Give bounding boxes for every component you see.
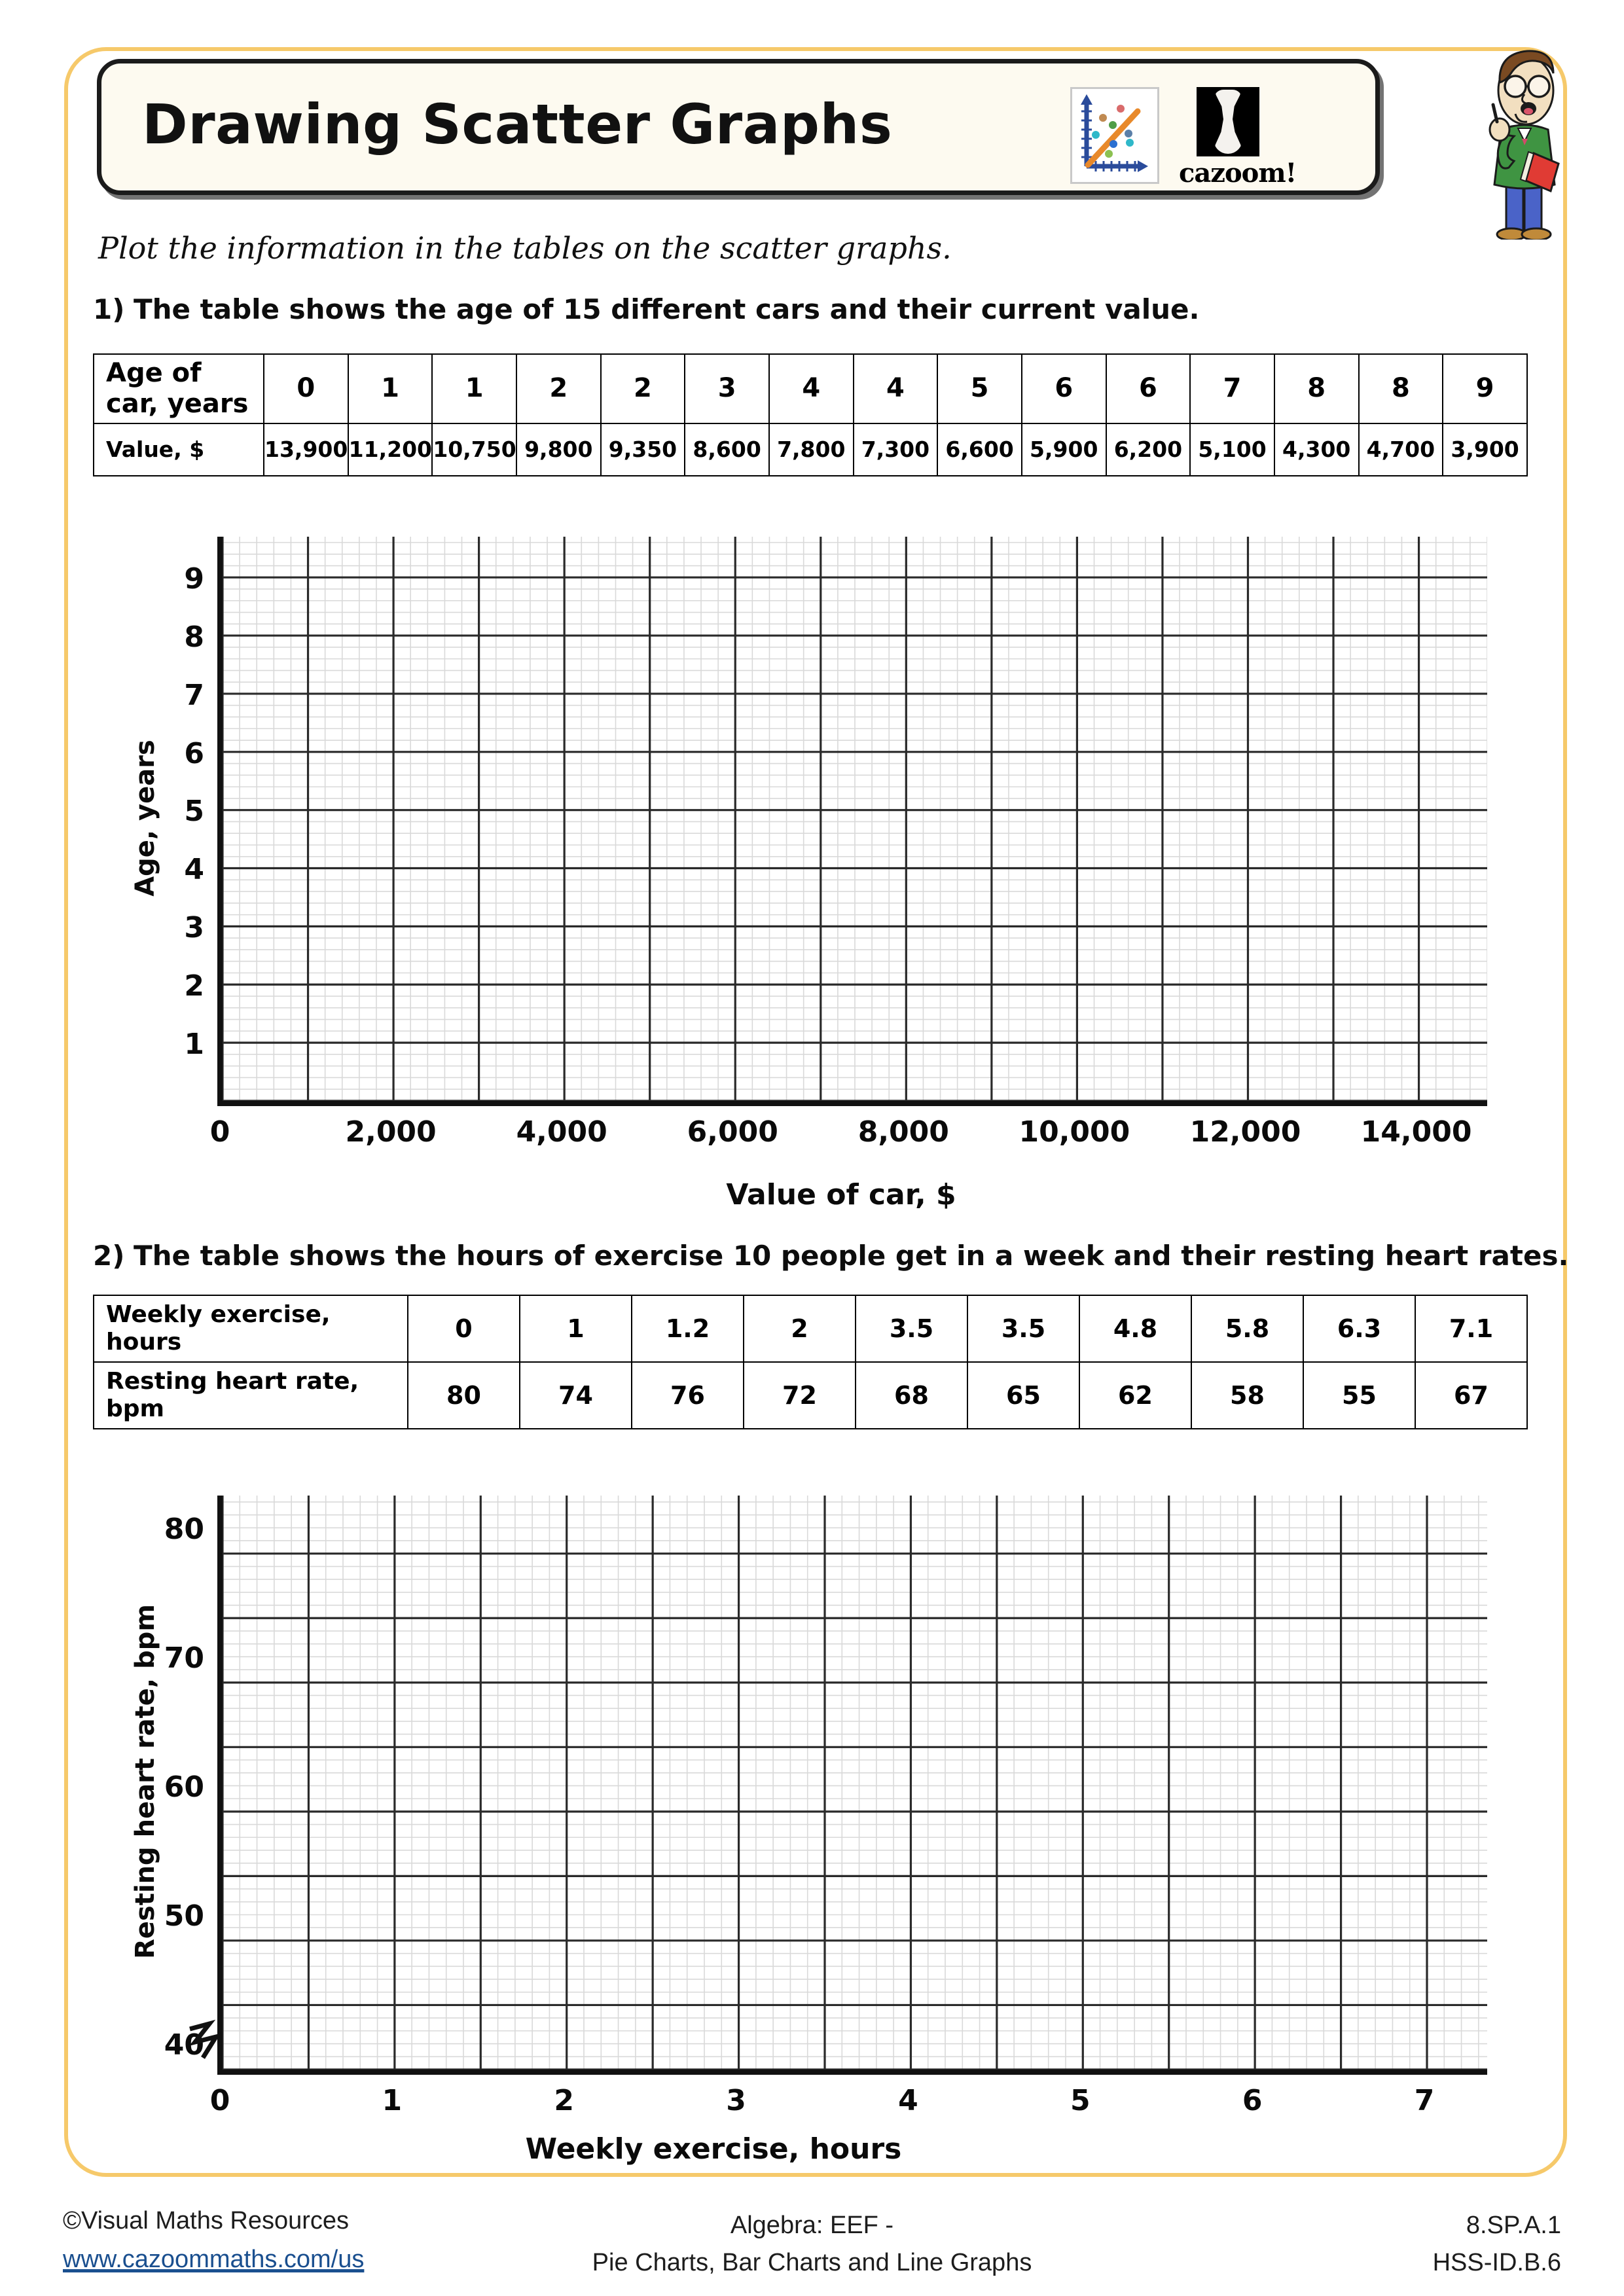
- table-cell: 58: [1191, 1362, 1303, 1429]
- graph2-axis-break-symbol: [186, 2015, 251, 2074]
- table-cell: 0: [264, 354, 348, 423]
- scatter-graph-icon: [1070, 87, 1159, 184]
- cazoom-logo: [1179, 87, 1297, 188]
- graph2-x-tick: 6: [1242, 2084, 1263, 2117]
- graph2-y-tick: 40: [164, 2028, 204, 2062]
- graph2-x-tick: 7: [1414, 2084, 1435, 2117]
- table2-row2-header: Resting heart rate, bpm: [94, 1362, 408, 1429]
- table-cell: 11,200: [348, 423, 433, 476]
- graph1-y-tick: 9: [184, 562, 204, 596]
- table-cell: 5,100: [1190, 423, 1274, 476]
- table-cell: 2: [601, 354, 685, 423]
- table-cell: 0: [408, 1295, 520, 1362]
- footer-topic-line2: Pie Charts, Bar Charts and Line Graphs: [592, 2249, 1032, 2276]
- table-cell: 5.8: [1191, 1295, 1303, 1362]
- copyright-text: ©Visual Maths Resources: [63, 2207, 350, 2234]
- page-footer: [0, 2207, 1624, 2296]
- table-cell: 65: [967, 1362, 1079, 1429]
- teacher-character: [1455, 43, 1593, 240]
- table-cell: 1: [432, 354, 516, 423]
- question-2-number: 2): [93, 1240, 125, 1272]
- table-cell: 5,900: [1022, 423, 1106, 476]
- standard-code-1: 8.SP.A.1: [1466, 2212, 1561, 2239]
- graph1-y-tick: 2: [184, 969, 204, 1003]
- table-cell: 80: [408, 1362, 520, 1429]
- table-cell: 1: [348, 354, 433, 423]
- table-cell: 3.5: [967, 1295, 1079, 1362]
- graph1-y-tick: 3: [184, 911, 204, 945]
- graph2-y-axis-title: Resting heart rate, bpm: [130, 1604, 160, 1960]
- page-title: Drawing Scatter Graphs: [142, 92, 893, 156]
- footer-center: [592, 2207, 1032, 2282]
- graph1-y-tick: 5: [184, 795, 204, 829]
- table-row: [94, 354, 1527, 423]
- table-cell: 13,900: [264, 423, 348, 476]
- footer-left: [63, 2207, 364, 2274]
- table-cell: 8: [1274, 354, 1359, 423]
- graph2-y-tick: 50: [164, 1899, 204, 1933]
- table-cell: 6,200: [1106, 423, 1191, 476]
- table-cell: 4,700: [1359, 423, 1443, 476]
- graph1-gridlines: [223, 537, 1487, 1101]
- graph1-x-tick: 6,000: [687, 1115, 778, 1149]
- graph1-x-tick: 2,000: [345, 1115, 437, 1149]
- footer-right: [1433, 2207, 1561, 2282]
- graph2-gridlines: [223, 1496, 1487, 2070]
- graph1-y-tick: 4: [184, 853, 204, 887]
- table-cell: 6: [1022, 354, 1106, 423]
- graph2-x-tick: 1: [382, 2084, 403, 2117]
- graph2-plot-area: [217, 1496, 1487, 2075]
- table-row: [94, 1295, 1527, 1362]
- graph1-plot-area: [217, 537, 1487, 1106]
- graph1-y-tick: 1: [184, 1027, 204, 1061]
- table-cell: 8,600: [685, 423, 769, 476]
- graph1-x-axis-title: Value of car, $: [726, 1178, 956, 1211]
- graph2-y-tick: 80: [164, 1512, 204, 1546]
- table-cell: 8: [1359, 354, 1443, 423]
- graph2-x-tick: 4: [898, 2084, 918, 2117]
- graph1-y-tick: 7: [184, 678, 204, 712]
- graph1-x-tick: 8,000: [857, 1115, 949, 1149]
- table-cell: 4.8: [1079, 1295, 1191, 1362]
- graph2-x-tick: 5: [1070, 2084, 1091, 2117]
- question-2-line: [93, 1240, 1568, 1272]
- cazoom-vase-icon: [1197, 87, 1259, 156]
- table-cell: 7,800: [769, 423, 854, 476]
- graph1-y-tick: 6: [184, 736, 204, 770]
- table-cell: 74: [520, 1362, 632, 1429]
- question-1-number: 1): [93, 293, 125, 325]
- graph2-x-tick: 0: [209, 2084, 230, 2117]
- graph1-x-tick: 10,000: [1019, 1115, 1130, 1149]
- table-cell: 2: [516, 354, 601, 423]
- table-cell: 3,900: [1443, 423, 1527, 476]
- table1-row1-header: Age of car, years: [94, 354, 264, 423]
- title-banner: [97, 59, 1380, 195]
- table-cell: 6,600: [937, 423, 1022, 476]
- table-cell: 72: [744, 1362, 856, 1429]
- table-cell: 67: [1415, 1362, 1527, 1429]
- table-cell: 1: [520, 1295, 632, 1362]
- graph1-x-tick: 14,000: [1360, 1115, 1472, 1149]
- table-cell: 6: [1106, 354, 1191, 423]
- table-cell: 3.5: [856, 1295, 967, 1362]
- standard-code-2: HSS-ID.B.6: [1432, 2249, 1561, 2276]
- exercise-heartrate-table: [93, 1295, 1528, 1429]
- table-cell: 9,800: [516, 423, 601, 476]
- table-cell: 2: [744, 1295, 856, 1362]
- table2-row1-header: Weekly exercise, hours: [94, 1295, 408, 1362]
- instruction-text: Plot the information in the tables on the scatter graphs.: [98, 230, 952, 266]
- table-cell: 1.2: [632, 1295, 744, 1362]
- table-cell: 7.1: [1415, 1295, 1527, 1362]
- graph1-y-tick: 8: [184, 620, 204, 654]
- table-cell: 5: [937, 354, 1022, 423]
- table1-row2-header: Value, $: [94, 423, 264, 476]
- graph1-x-tick: 4,000: [516, 1115, 607, 1149]
- table-cell: 10,750: [432, 423, 516, 476]
- table-cell: 62: [1079, 1362, 1191, 1429]
- table-cell: 68: [856, 1362, 967, 1429]
- graph1-x-tick: 12,000: [1189, 1115, 1301, 1149]
- graph2-y-tick: 60: [164, 1770, 204, 1804]
- table-cell: 55: [1303, 1362, 1415, 1429]
- graph2-x-axis-title: Weekly exercise, hours: [525, 2132, 902, 2166]
- cazoom-wordmark: cazoom!: [1179, 158, 1297, 188]
- table-cell: 7,300: [854, 423, 938, 476]
- table-cell: 4,300: [1274, 423, 1359, 476]
- footer-topic-line1: Algebra: EEF -: [730, 2212, 894, 2239]
- car-value-table: [93, 353, 1528, 476]
- table-cell: 3: [685, 354, 769, 423]
- question-1-line: [93, 293, 1199, 325]
- cazoom-website-link[interactable]: www.cazoommaths.com/us: [63, 2246, 365, 2273]
- graph1-x-tick: 0: [209, 1115, 230, 1149]
- question-1-text: The table shows the age of 15 different cars and their current value.: [134, 293, 1200, 325]
- question-2-text: The table shows the hours of exercise 10 people get in a week and their resting heart rates.: [134, 1240, 1569, 1272]
- graph2-x-tick: 3: [726, 2084, 746, 2117]
- table-cell: 4: [769, 354, 854, 423]
- graph2-x-tick: 2: [554, 2084, 575, 2117]
- table-row: [94, 1362, 1527, 1429]
- table-row: [94, 423, 1527, 476]
- table-cell: 9: [1443, 354, 1527, 423]
- table-cell: 6.3: [1303, 1295, 1415, 1362]
- graph2-y-tick: 70: [164, 1641, 204, 1676]
- table-cell: 76: [632, 1362, 744, 1429]
- graph1-y-axis-title: Age, years: [130, 740, 160, 897]
- table-cell: 9,350: [601, 423, 685, 476]
- table-cell: 7: [1190, 354, 1274, 423]
- table-cell: 4: [854, 354, 938, 423]
